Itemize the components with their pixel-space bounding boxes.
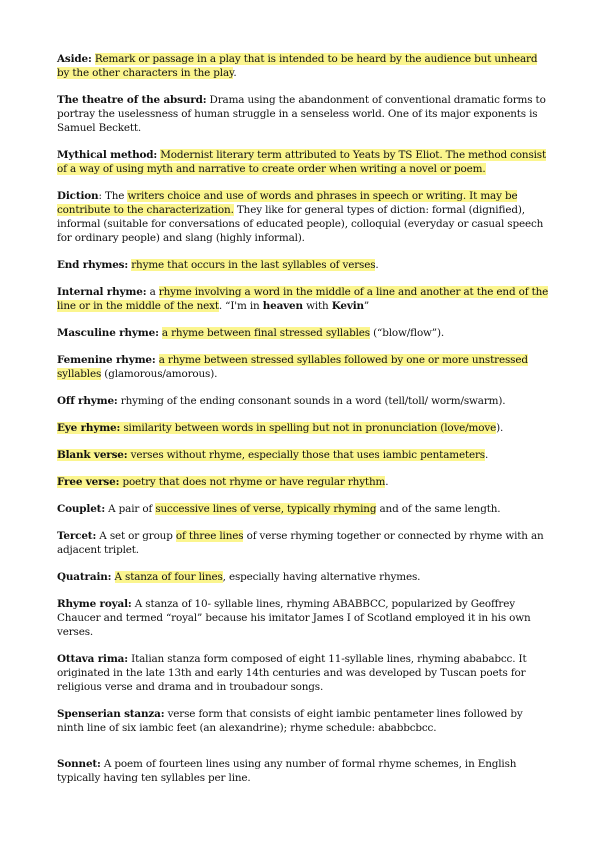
- entry-text: : The: [98, 190, 128, 202]
- entry-text: Drama using the abandonment of conventional dramatic forms to portray the uselessness of human struggle in a senseless world. One of its major exponents is Samuel Beckett.: [57, 94, 546, 134]
- entry-term: Ottava rima:: [57, 653, 128, 665]
- entry-text: a: [146, 286, 159, 298]
- entry-quatrain: [57, 570, 549, 584]
- entry-ottava-rima: [57, 652, 549, 694]
- entry-blank-verse: [57, 448, 549, 462]
- entry-text: rhyming of the ending consonant sounds in a word (tell/toll/ worm/swarm).: [117, 395, 506, 407]
- entry-couplet: [57, 502, 549, 516]
- highlighted-text: a rhyme between stressed syllables followed by one or more unstressed syllables: [57, 354, 528, 380]
- entry-text: .: [385, 476, 389, 488]
- highlighted-text: Modernist literary term attributed to Yeats by TS Eliot. The method consist of a way of using myth and narrative to create order when writing a novel or poem.: [57, 149, 547, 175]
- highlighted-text: verses without rhyme, especially those that uses iambic pentameters: [130, 449, 485, 461]
- entry-sonnet: [57, 757, 549, 785]
- entry-eye-rhyme: [57, 421, 549, 435]
- entry-term: Quatrain:: [57, 571, 112, 583]
- entry-text: ”: [363, 300, 370, 312]
- entry-text: (glamorous/amorous).: [101, 368, 218, 380]
- entry-term: Aside:: [57, 53, 92, 65]
- entry-text: with: [302, 300, 332, 312]
- entry-end-rhymes: [57, 258, 549, 272]
- entry-spenserian-stanza: [57, 707, 549, 735]
- entry-term: Off rhyme:: [57, 395, 118, 407]
- bold-word: Kevin: [331, 300, 364, 312]
- entry-term: Spenserian stanza:: [57, 708, 165, 720]
- entry-text: and of the same length.: [376, 503, 501, 515]
- highlighted-text: writers choice and use of words and phrases in speech or writing. It may be contribute to the characterization.: [57, 190, 518, 216]
- entry-term: Femenine rhyme:: [57, 354, 156, 366]
- entry-text: Italian stanza form composed of eight 11-syllable lines, rhyming abababcc. It originated in the late 13th and early 14th centuries and was developed by Tuscan poets for religious verse and drama and in troubadour songs.: [57, 653, 527, 693]
- entry-term: Rhyme royal:: [57, 598, 132, 610]
- entry-rhyme-royal: [57, 597, 549, 639]
- entry-diction: [57, 189, 549, 245]
- entry-text: .: [233, 67, 237, 79]
- entry-text: .: [484, 449, 489, 461]
- entry-text: A pair of: [105, 503, 156, 515]
- entry-text: A set or group: [96, 530, 176, 542]
- highlighted-text: similarity between words in spelling but not in pronunciation (love/move: [123, 422, 497, 434]
- highlighted-text: of three lines: [175, 530, 244, 542]
- entry-text: , especially having alternative rhymes.: [222, 571, 421, 583]
- entry-term: Masculine rhyme:: [57, 327, 159, 339]
- entry-text: A poem of fourteen lines using any number of formal rhyme schemes, in English typically having ten syllables per line.: [57, 758, 517, 784]
- highlighted-text: rhyme involving a word in the middle of a line and another at the end of the line or in the middle of the next: [57, 286, 549, 312]
- entry-text: . “I'm in: [218, 300, 263, 312]
- entry-text: verse form that consists of eight iambic pentameter lines followed by ninth line of six iambic feet (an alexandrine); rhyme schedule: ababbcbcc.: [57, 708, 523, 734]
- entry-text: A stanza of 10- syllable lines, rhyming ABABBCC, popularized by Geoffrey Chaucer and termed “royal” because his imitator James I of Scotland employed it in his own verses.: [57, 598, 531, 638]
- highlighted-text: A stanza of four lines: [114, 571, 223, 583]
- entry-term: Eye rhyme:: [57, 422, 121, 434]
- highlighted-text: Remark or passage in a play that is intended to be heard by the audience but unheard by the other characters in the play: [57, 53, 538, 79]
- entry-text: ).: [496, 422, 504, 434]
- entry-theatre-absurd: [57, 93, 549, 135]
- entry-term: Free verse:: [57, 476, 120, 488]
- entry-term: Mythical method:: [57, 149, 158, 161]
- entry-internal-rhyme: [57, 285, 549, 313]
- entry-term: Diction: [57, 190, 99, 202]
- entry-text: (“blow/flow”).: [369, 327, 445, 339]
- entry-text: of verse rhyming together or connected by rhyme with an adjacent triplet.: [57, 530, 544, 556]
- highlighted-text: rhyme that occurs in the last syllables of verses: [131, 259, 376, 271]
- entry-aside: [57, 52, 549, 80]
- entry-tercet: [57, 529, 549, 557]
- highlighted-text: a rhyme between final stressed syllables: [161, 327, 370, 339]
- entry-text: They like for general types of diction: formal (dignified), informal (suitable for conversations of educated people), colloquial (everyday or casual speech for ordinary people) and slang (highly informal).: [57, 204, 544, 244]
- entry-term: End rhymes:: [57, 259, 129, 271]
- entry-masculine-rhyme: [57, 326, 549, 340]
- entry-free-verse: [57, 475, 549, 489]
- entry-mythical-method: [57, 148, 549, 176]
- highlighted-text: successive lines of verse, typically rhyming: [155, 503, 377, 515]
- entry-off-rhyme: [57, 394, 549, 408]
- entry-term: Blank verse:: [57, 449, 128, 461]
- entry-femenine-rhyme: [57, 353, 549, 381]
- entry-term: Sonnet:: [57, 758, 101, 770]
- entry-term: Tercet:: [57, 530, 97, 542]
- highlighted-text: poetry that does not rhyme or have regular rhythm: [122, 476, 386, 488]
- entry-text: .: [375, 259, 379, 271]
- entry-term: The theatre of the absurd:: [57, 94, 207, 106]
- bold-word: heaven: [262, 300, 303, 312]
- entry-term: Couplet:: [57, 503, 106, 515]
- entry-term: Internal rhyme:: [57, 286, 147, 298]
